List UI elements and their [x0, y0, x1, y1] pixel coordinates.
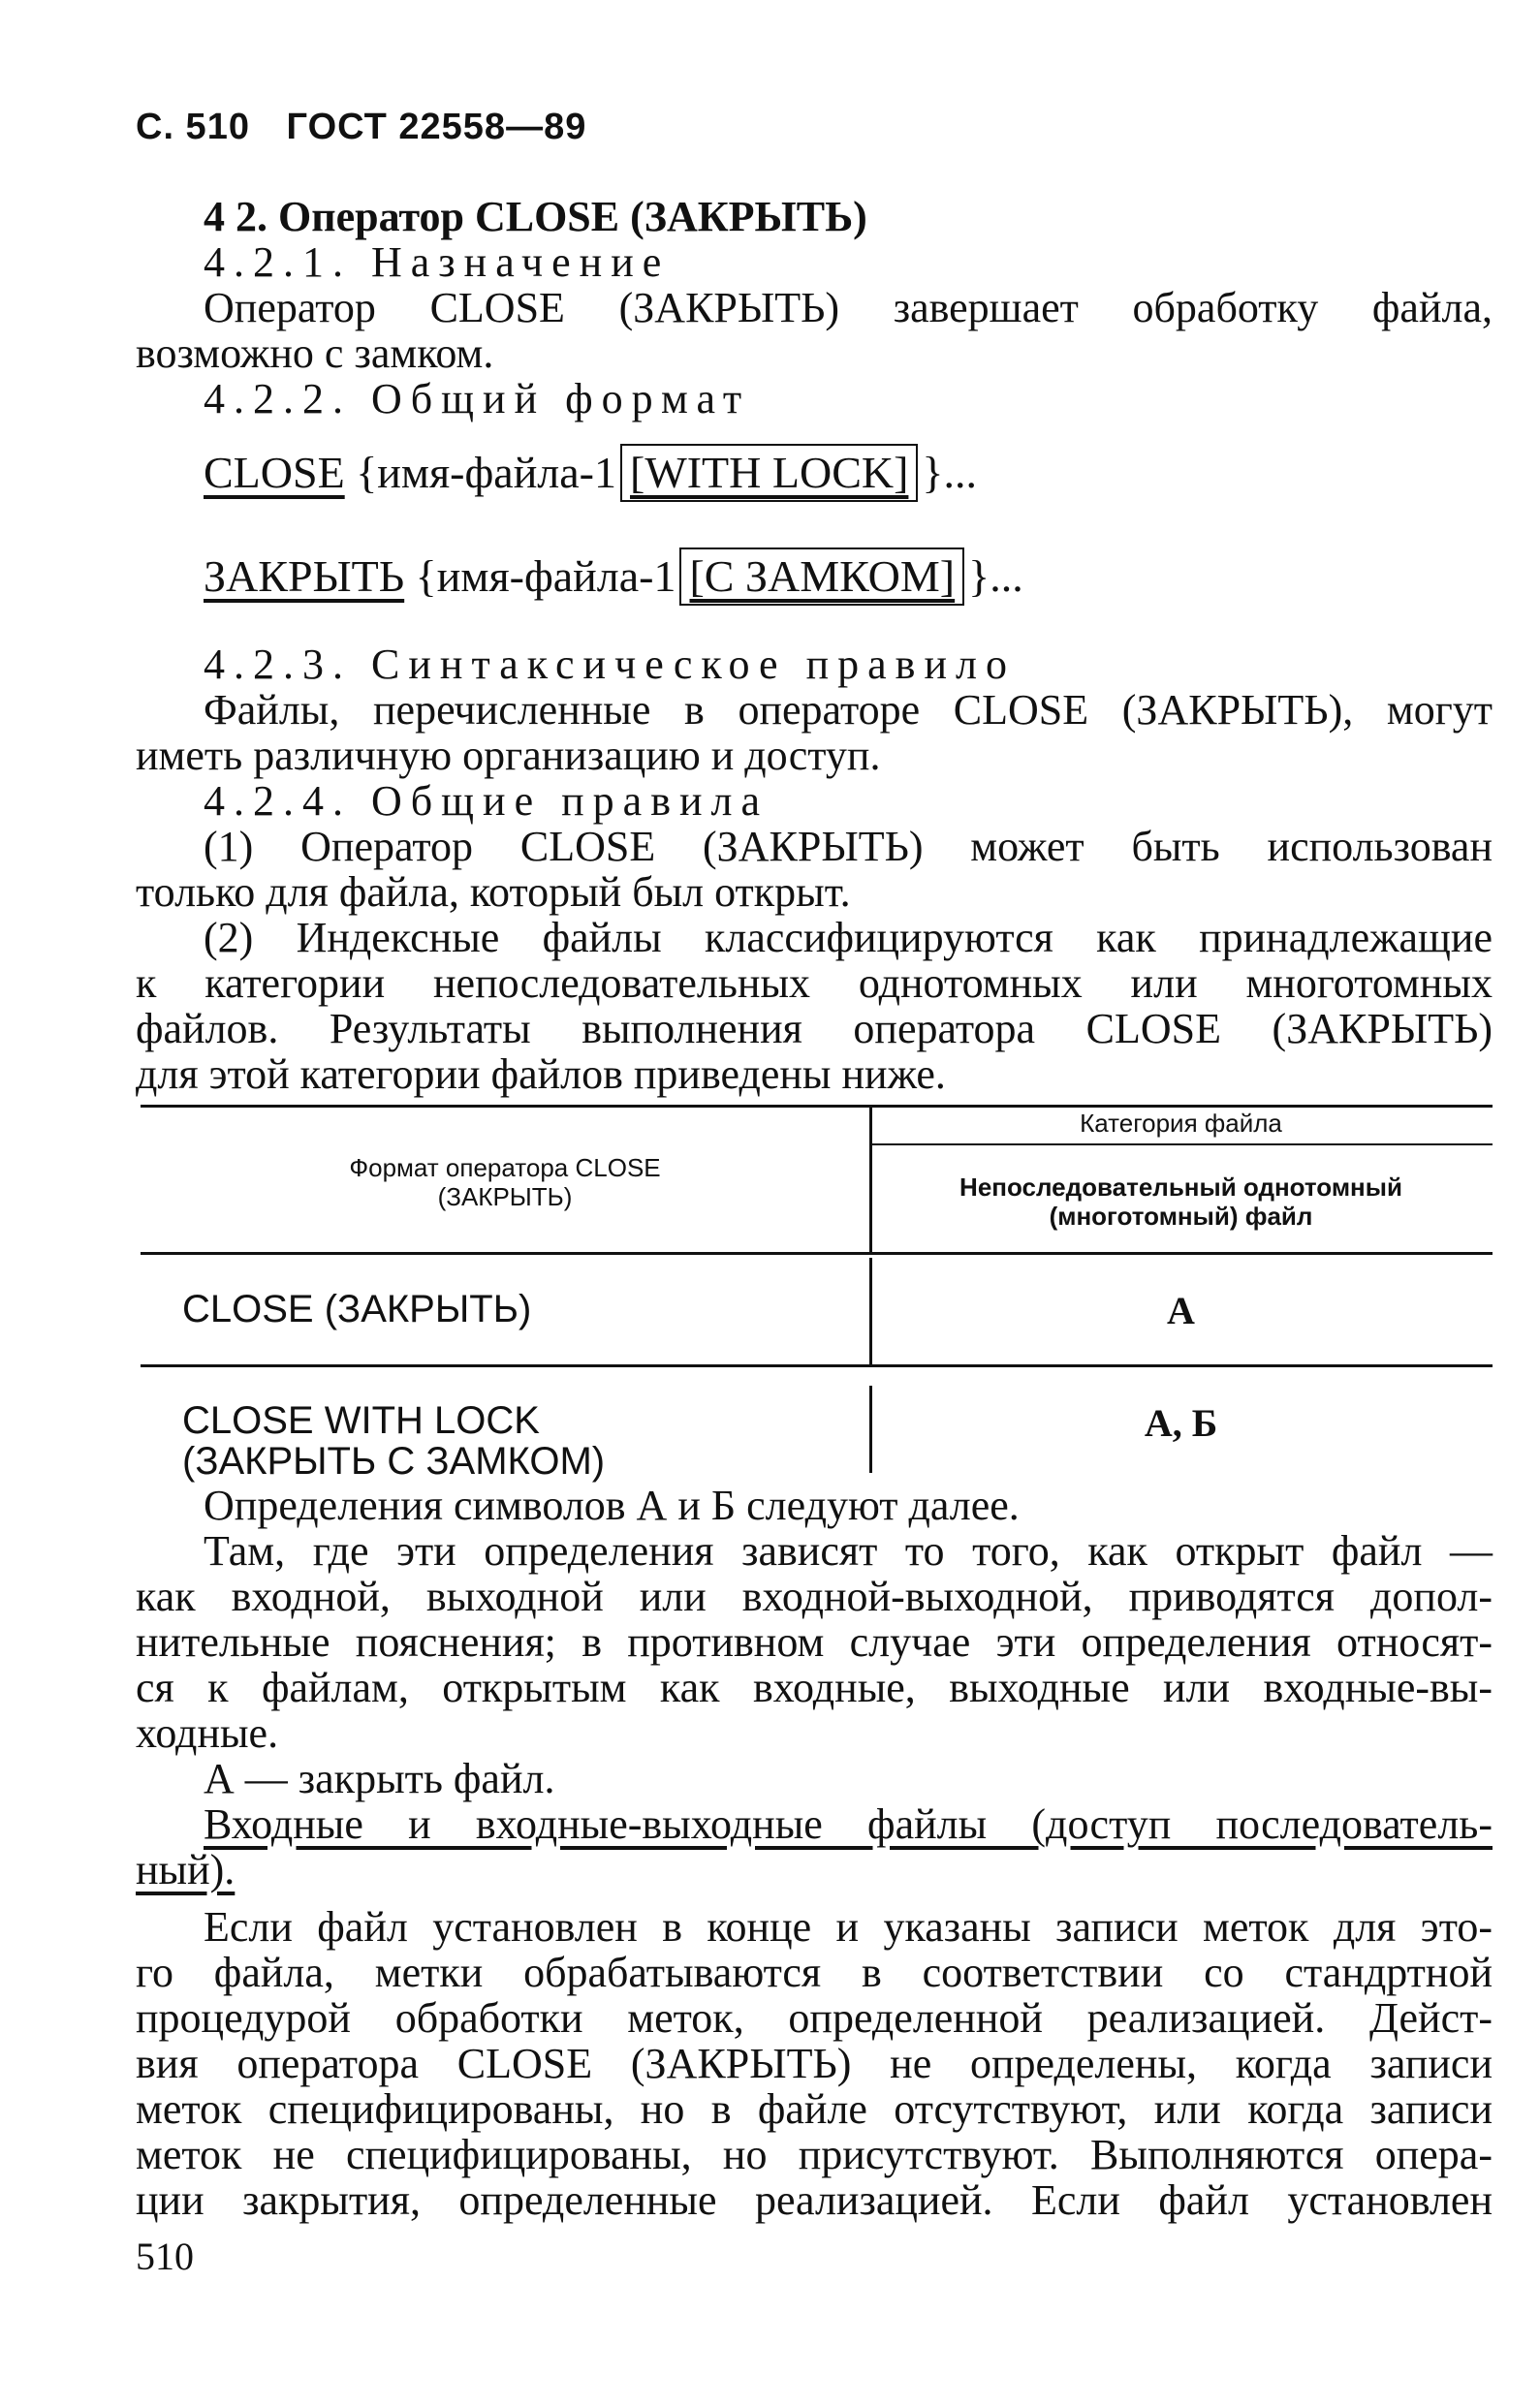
footer-page-number: 510 [136, 2235, 194, 2278]
subheading-input-files-line1: Входные и входные-выходные файлы (доступ последователь- [204, 1800, 1493, 1848]
page-header [136, 107, 586, 148]
body-p2-line1: Там, где эти определения зависят то того, как открыт файл — [204, 1527, 1493, 1575]
format-zakryt-ellipsis: }... [968, 551, 1023, 601]
table-row-rule [141, 1364, 1493, 1367]
body-p3-line7: ции закрытия, определенные реализацией. Если файл установлен [136, 2176, 1493, 2224]
subsection-purpose-title: 4.2.1. Назначение [204, 238, 671, 286]
table-row1-value: А [1167, 1289, 1195, 1332]
rule1-line2: только для файла, который был открыт. [136, 868, 851, 916]
table-header-rule [141, 1252, 1493, 1255]
subsection-syntax-title: 4.2.3. Синтаксическое правило [204, 641, 1016, 688]
header-standard: ГОСТ 22558—89 [286, 107, 587, 147]
subsection-rules-title: 4.2.4. Общие правила [204, 777, 770, 825]
col-format-header: Формат оператора CLOSE (ЗАКРЫТЬ) [349, 1153, 661, 1211]
format-close-ellipsis: }... [922, 448, 978, 497]
table-row1-format: CLOSE (ЗАКРЫТЬ) [182, 1288, 532, 1330]
body-p2-line2: как входной, выходной или входной-выходной, приводятся допол- [136, 1573, 1493, 1620]
col-category-group-header: Категория файла [1080, 1109, 1282, 1138]
body-p3-line2: го файла, метки обрабатываются в соответствии со стандртной [136, 1949, 1493, 1996]
format-zakryt-argument: {имя-файла-1 [415, 551, 676, 601]
table-row2-format: CLOSE WITH LOCK (ЗАКРЫТЬ С ЗАМКОМ) [182, 1399, 606, 1483]
format-zakryt [204, 547, 1023, 606]
keyword-close: CLOSE [204, 448, 345, 497]
purpose-text-line1: Оператор CLOSE (ЗАКРЫТЬ) завершает обработку файла, [204, 284, 1493, 331]
purpose-text-line2: возможно с замком. [136, 329, 494, 377]
body-p1: Определения символов А и Б следуют далее. [204, 1482, 1020, 1529]
body-p2-line4: ся к файлам, открытым как входные, выходные или входные-вы- [136, 1664, 1493, 1711]
syntax-text-line1: Файлы, перечисленные в операторе CLOSE (ЗАКРЫТЬ), могут [204, 686, 1493, 734]
body-p3-line6: меток не специфицированы, но присутствуют. Выполняются опера- [136, 2131, 1493, 2178]
rule2-line3: файлов. Результаты выполнения оператора CLOSE (ЗАКРЫТЬ) [136, 1005, 1493, 1052]
body-p2-line5: ходные. [136, 1709, 279, 1757]
table-group-rule [869, 1143, 1493, 1145]
subsection-format-title: 4.2.2. Общий формат [204, 375, 751, 422]
col-category-header: Непоследовательный однотомный (многотомный) файл [959, 1173, 1402, 1231]
subheading-input-files-line2: ный). [136, 1846, 236, 1893]
format-close [204, 444, 977, 502]
format-close-argument: {имя-файла-1 [356, 448, 616, 497]
table-top-rule [141, 1105, 1493, 1108]
body-p3-line4: вия оператора CLOSE (ЗАКРЫТЬ) не определены, когда записи [136, 2040, 1493, 2087]
format-close-option: [WITH LOCK] [620, 444, 918, 502]
section-heading: 4 2. Оператор CLOSE (ЗАКРЫТЬ) [204, 193, 867, 240]
format-zakryt-option: [С ЗАМКОМ] [679, 547, 964, 606]
rule2-line4: для этой категории файлов приведены ниже. [136, 1050, 946, 1098]
keyword-zakryt: ЗАКРЫТЬ [204, 551, 405, 601]
body-p3-line5: меток специфицированы, но в файле отсутствуют, или когда записи [136, 2085, 1493, 2133]
rule2-line1: (2) Индексные файлы классифицируются как принадлежащие [204, 914, 1493, 961]
rule1-line1: (1) Оператор CLOSE (ЗАКРЫТЬ) может быть использован [204, 823, 1493, 870]
header-page-number: С. 510 [136, 107, 250, 147]
body-p3-line1: Если файл установлен в конце и указаны записи меток для это- [204, 1903, 1493, 1951]
table-row2-value: А, Б [1144, 1401, 1218, 1445]
body-p2-line3: нительные пояснения; в противном случае эти определения относят- [136, 1618, 1493, 1666]
body-p3-line3: процедурой обработки меток, определенной реализацией. Дейст- [136, 1994, 1493, 2042]
syntax-text-line2: иметь различную организацию и доступ. [136, 732, 881, 779]
rule2-line2: к категории непоследовательных однотомных или многотомных [136, 959, 1493, 1007]
definition-a: А — закрыть файл. [204, 1755, 555, 1802]
